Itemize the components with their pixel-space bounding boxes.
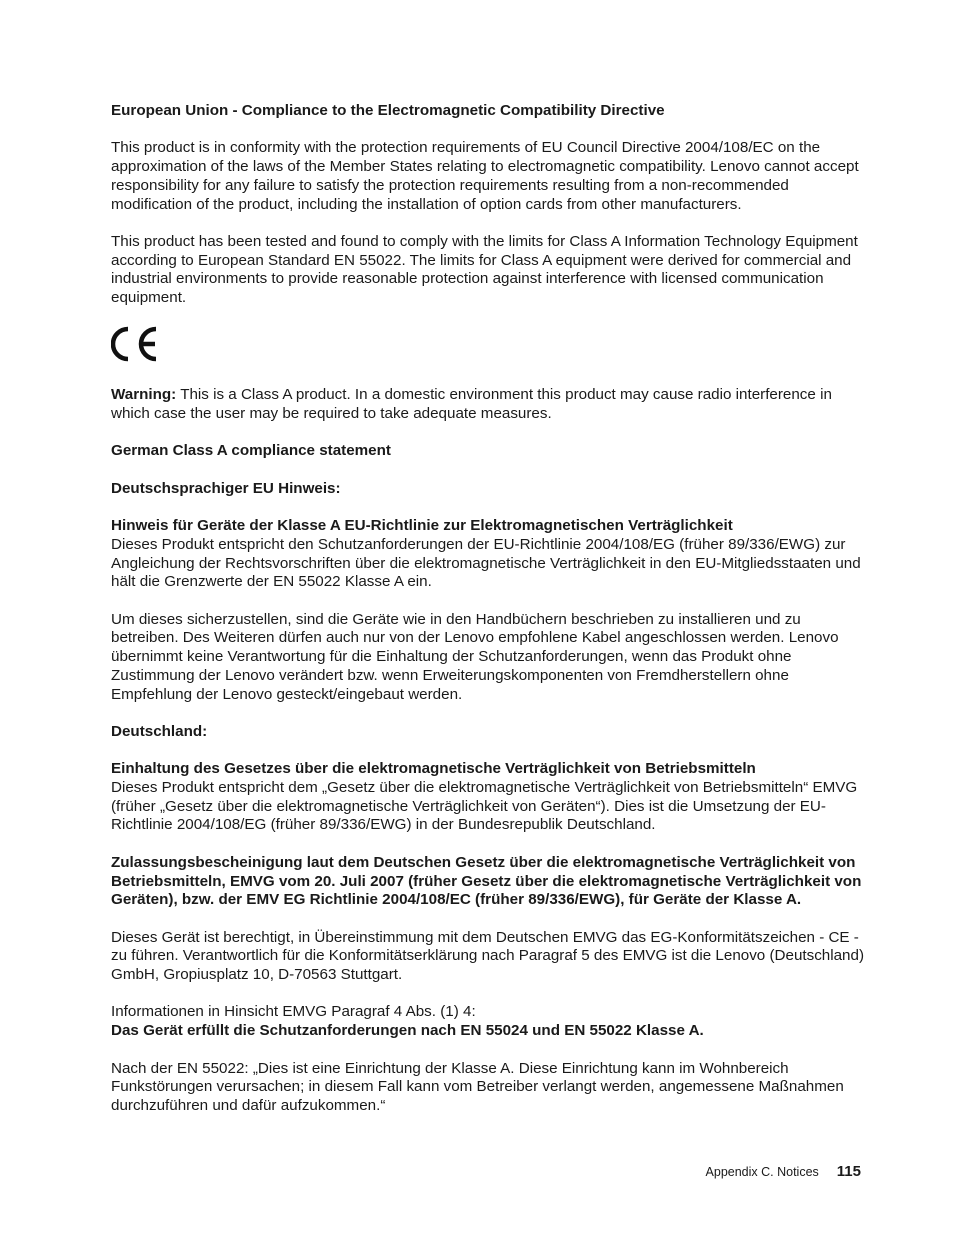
eu-conformity-paragraph: This product is in conformity with the protection requirements of EU Council Directive 2004/108/EC on the approximation of the laws of the Member States relating to electromagnetic compatibility. Lenovo cannot accept responsibility for any failure to satisfy the protection requirements resulting from a non-recommended modification of the product, including the installation of option cards from other manufacturers.: [111, 139, 859, 213]
eu-class-a-paragraph: This product has been tested and found to comply with the limits for Class A Information Technology Equipment according to European Standard EN 55022. The limits for Class A equipment were derived for commercial and industrial environments to provide reasonable protection against interference with licensed communication equipment.: [111, 232, 858, 306]
german-class-a-heading: German Class A compliance statement: [111, 442, 391, 460]
ce-mark-icon: [111, 326, 871, 362]
warning-label: Warning:: [111, 386, 177, 404]
eu-compliance-heading: European Union - Compliance to the Electromagnetic Compatibility Directive: [111, 102, 665, 119]
einhaltung-section: [111, 760, 871, 835]
hinweis-section: [111, 517, 871, 592]
hinweis-text: Dieses Produkt entspricht den Schutzanforderungen der EU-Richtlinie 2004/108/EG (früher 89/336/EWG) zur Angleichung der Rechtsvorschriften über die elektromagnetische Verträglichkeit in den EU-Mitgliedsstaaten und hält die Grenzwerte der EN 55022 Klasse A ein.: [111, 535, 861, 591]
informationen-text: Informationen in Hinsicht EMVG Paragraf 4 Abs. (1) 4:: [111, 1003, 476, 1021]
informationen-section: [111, 1003, 871, 1040]
erfuellt-text: Das Gerät erfüllt die Schutzanforderungen nach EN 55024 und EN 55022 Klasse A.: [111, 1022, 704, 1040]
sicherstellen-paragraph: Um dieses sicherzustellen, sind die Geräte wie in den Handbüchern beschrieben zu installieren und zu betreiben. Des Weiteren dürfen auch nur von der Lenovo empfohlene Kabel angeschlossen werden. Lenovo übernimmt keine Verantwortung für die Einhaltung der Schutzanforderungen, wenn das Produkt ohne Zustimmung der Lenovo verändert bzw. wenn Erweiterungskomponenten von Fremdherstellern ohne Empfehlung der Lenovo gesteckt/eingebaut werden.: [111, 610, 839, 703]
einhaltung-text: Dieses Produkt entspricht dem „Gesetz über die elektromagnetische Verträglichkeit von Betriebsmitteln“ EMVG (früher „Gesetz über die elektromagnetische Verträglichkeit von Geräten“). Dies ist die Umsetzung der EU-Richtlinie 2004/108/EG (früher 89/336/EWG) in der Bundesrepublik Deutschland.: [111, 779, 858, 834]
page-footer: [706, 1163, 861, 1180]
nach-en-paragraph: Nach der EN 55022: „Dies ist eine Einrichtung der Klasse A. Diese Einrichtung kann im Wohnbereich Funkstörungen verursachen; in diesem Fall kann vom Betreiber verlangt werden, angemessene Maßnahmen durchzuführen und dafür aufzukommen.“: [111, 1059, 844, 1114]
deutschland-heading: Deutschland:: [111, 722, 208, 740]
warning-text: This is a Class A product. In a domestic environment this product may cause radio interference in which case the user may be required to take adequate measures.: [111, 386, 832, 423]
zulassung-heading: Zulassungsbescheinigung laut dem Deutschen Gesetz über die elektromagnetische Verträglichkeit von Betriebsmitteln, EMVG vom 20. Juli 2007 (früher Gesetz über die elektromagnetische Verträglichkeit von Geräten), bzw. der EMV EG Richtlinie 2004/108/EC (früher 89/336/EWG), für Geräte der Klasse A.: [111, 853, 862, 909]
berechtigt-paragraph: Dieses Gerät ist berechtigt, in Übereinstimmung mit dem Deutschen EMVG das EG-Konformitätszeichen - CE - zu führen. Verantwortlich für die Konformitätserklärung nach Paragraf 5 des EMVG ist die Lenovo (Deutschland) GmbH, Gropiusplatz 10, D-70563 Stuttgart.: [111, 928, 865, 984]
einhaltung-heading: Einhaltung des Gesetzes über die elektromagnetische Verträglichkeit von Betriebsmitteln: [111, 760, 756, 778]
document-page: [111, 102, 871, 1134]
deutschsprachiger-hinweis-heading: Deutschsprachiger EU Hinweis:: [111, 479, 341, 497]
footer-section-label: Appendix C. Notices: [705, 1165, 819, 1179]
page-number: 115: [836, 1163, 861, 1180]
warning-paragraph: [111, 386, 871, 423]
hinweis-heading: Hinweis für Geräte der Klasse A EU-Richtlinie zur Elektromagnetischen Verträglichkeit: [111, 517, 733, 535]
